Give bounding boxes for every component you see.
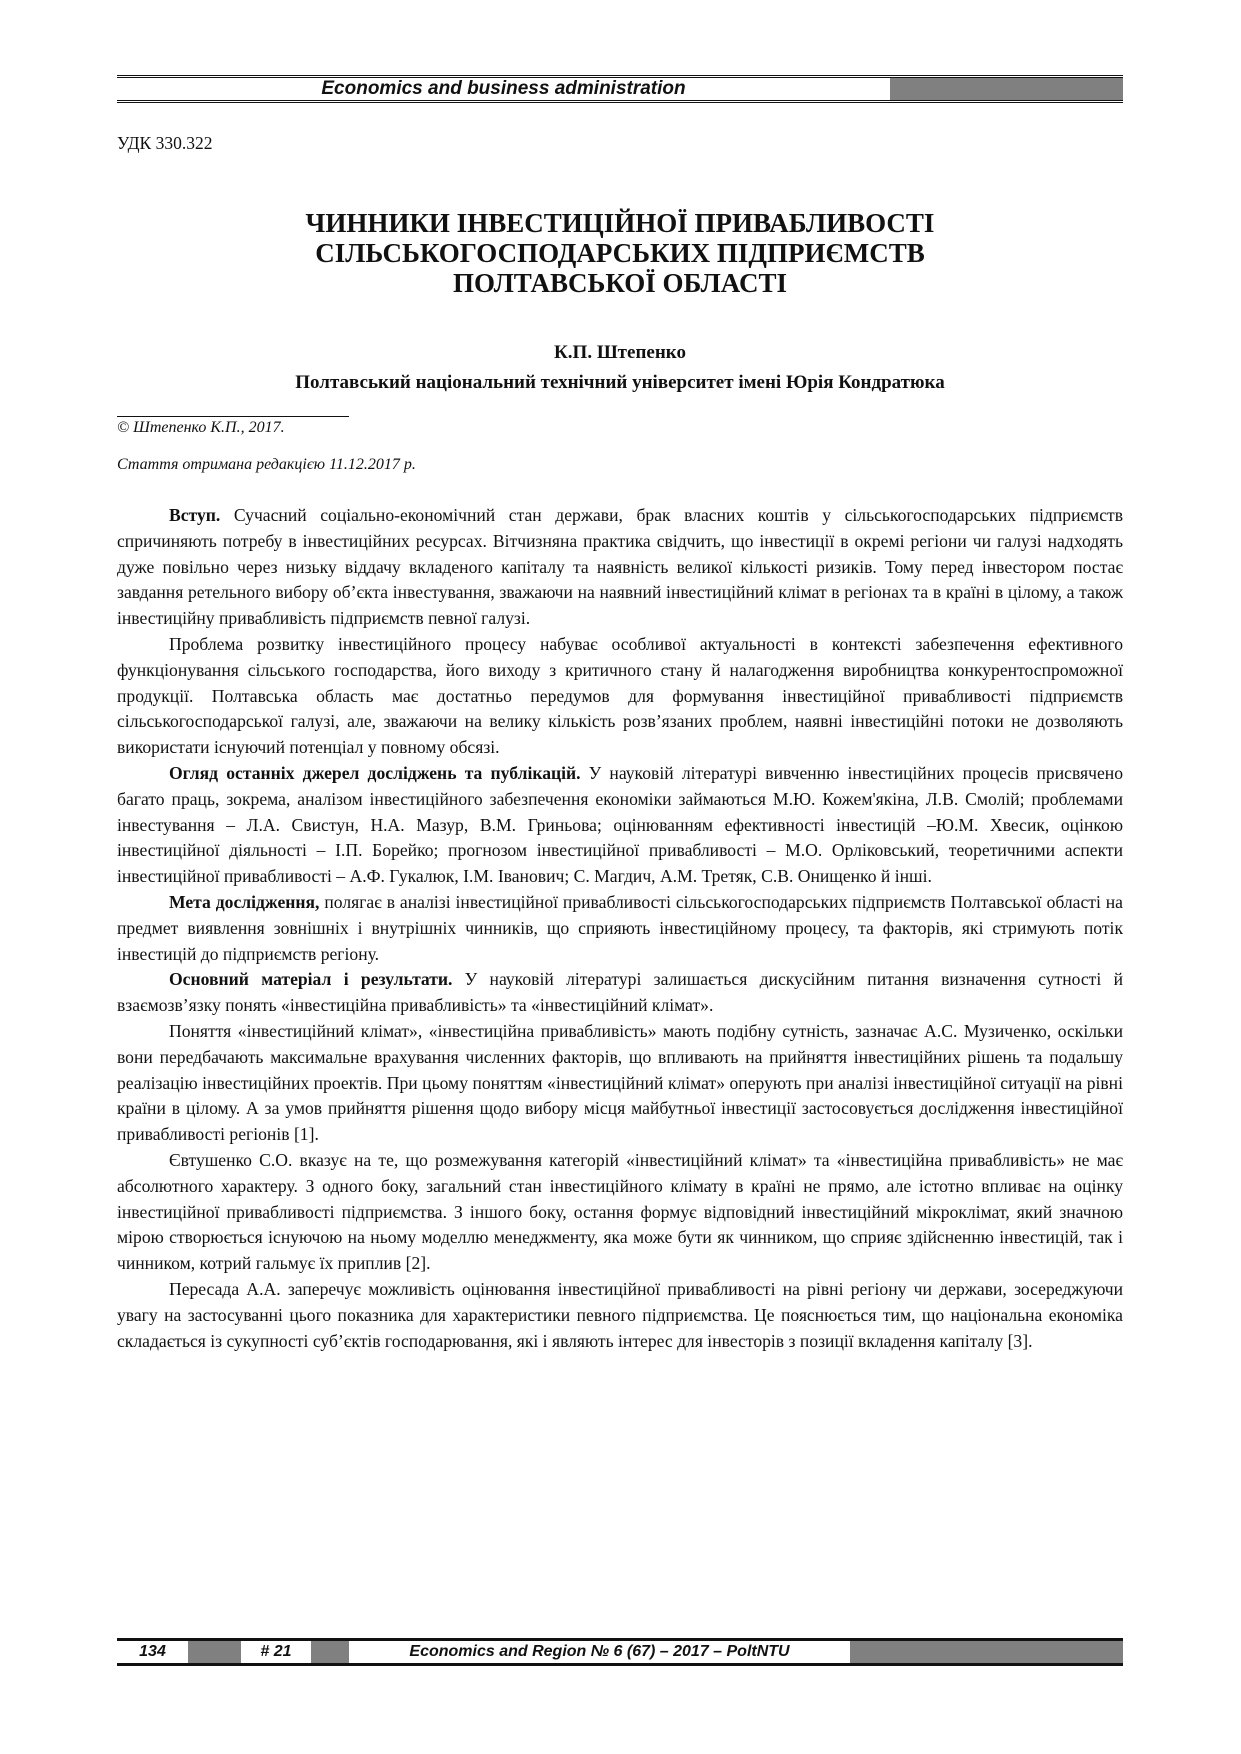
author-name: К.П. Штепенко xyxy=(554,342,686,363)
paragraph-text: Проблема розвитку інвестиційного процесу набуває особливої актуальності в контексті забезпечення ефективного функціонування сільського господарства, його виходу з критичного стану й налагодження виробництва конкурентоспроможної продукції. Полтавська область має достатньо передумов для формування інвестиційної привабливості підприємств сільськогосподарської галузі, але, зважаючи на велику кількість розв’язаних проблем, наявні інвестиційні потоки не дозволяють використати існуючий потенціал у повному обсязі. xyxy=(117,633,1123,758)
paragraph xyxy=(117,1277,1123,1354)
received-date: Стаття отримана редакцією 11.12.2017 р. xyxy=(117,456,416,473)
page-number: 134 xyxy=(139,1643,166,1660)
issue-number: # 21 xyxy=(260,1643,292,1660)
running-footer xyxy=(117,1638,1123,1666)
author-institution: Полтавський національний технічний університет імені Юрія Кондратюка xyxy=(295,372,945,393)
paragraph-main-material xyxy=(117,967,1123,1019)
paragraph-text: У науковій літературі залишається дискусійним питання визначення сутності й взаємозв’язку понять «інвестиційна привабливість» та «інвестиційний клімат». xyxy=(117,969,1124,1016)
footer-grey-block xyxy=(850,1641,1123,1663)
paragraph-text: Сучасний соціально-економічний стан держави, брак власних коштів у сільськогосподарських підприємств спричиняють потребу в інвестиційних ресурсах. Вітчизняна практика свідчить, що інвестиції в окремі регіони чи галузі надходять дуже повільно через низьку віддачу вкладеного капіталу та наявність великої кількості ризиків. Тому перед інвестором постає завдання ретельного вибору об’єкта інвестування, зважаючи на наявний інвестиційний клімат в регіонах та в країні в цілому, а також інвестиційну привабливість підприємств певної галузі. xyxy=(117,505,1123,629)
running-header-title: Economics and business administration xyxy=(321,78,686,99)
title-line-1: ЧИННИКИ ІНВЕСТИЦІЙНОЇ ПРИВАБЛИВОСТІ xyxy=(305,208,935,238)
paragraph xyxy=(117,632,1123,761)
paragraph-literature-review xyxy=(117,761,1123,890)
paragraph-text: Поняття «інвестиційний клімат», «інвестиційна привабливість» мають подібну сутність, зазначає А.С. Музиченко, оскільки вони передбачають максимальне врахування численних факторів, що впливають на прийняття інвестиційних рішень та подальшу реалізацію інвестиційних проектів. При цьому поняттям «інвестиційний клімат» оперують при аналізі інвестиційної ситуації на рівні країни в цілому. А за умов прийняття рішення щодо вибору місця майбутньої інвестиції застосовується дослідження інвестиційної привабливості регіонів [1]. xyxy=(117,1020,1123,1145)
footer-grey-block xyxy=(188,1641,241,1663)
udc-code: УДК 330.322 xyxy=(117,133,213,153)
paragraph-lead: Основний матеріал і результати. xyxy=(169,969,453,990)
paragraph-text: У науковій літературі вивченню інвестиційних процесів присвячено багато праць, зокрема, аналізом інвестиційного забезпечення економіки займаються М.Ю. Кожем'якіна, Л.В. Смолій; проблемами інвестування – Л.А. Свистун, Н.А. Мазур, В.М. Гриньова; оцінюванням ефективності інвестицій –Ю.М. Хвесик, оцінкою інвестиційної діяльності – І.П. Борейко; прогнозом інвестиційної привабливості – М.О. Орліковський, теоретичними аспекти інвестиційної привабливості – А.Ф. Гукалюк, І.М. Іванович; С. Магдич, А.М. Третяк, С.В. Онищенко й інші. xyxy=(117,762,1123,887)
paragraph-lead: Вступ. xyxy=(169,505,221,525)
paragraph xyxy=(117,1148,1123,1277)
article-title xyxy=(117,208,1123,298)
footer-grey-block xyxy=(311,1641,349,1663)
running-header xyxy=(117,75,1123,103)
paragraph-lead: Огляд останніх джерел досліджень та публікацій. xyxy=(169,762,581,783)
paragraph-introduction xyxy=(117,503,1123,632)
journal-info: Economics and Region № 6 (67) – 2017 – PoltNTU xyxy=(409,1643,790,1660)
footnote-divider xyxy=(117,416,349,417)
title-line-2: СІЛЬСЬКОГОСПОДАРСЬКИХ ПІДПРИЄМСТВ xyxy=(315,238,925,268)
running-header-grey-block xyxy=(890,78,1123,100)
paragraph-research-aim xyxy=(117,890,1123,967)
paragraph-text: полягає в аналізі інвестиційної привабливості сільськогосподарських підприємств Полтавської області на предмет виявлення зовнішніх і внутрішніх чинників, що сприяють інвестиційному процесу, та факторів, які стримують потік інвестицій до підприємств регіону. xyxy=(117,891,1123,964)
title-line-3: ПОЛТАВСЬКОЇ ОБЛАСТІ xyxy=(453,268,787,298)
paragraph-text: Євтушенко С.О. вказує на те, що розмежування категорій «інвестиційний клімат» та «інвестиційна привабливість» не має абсолютного характеру. З одного боку, загальний стан інвестиційного клімату в країні не прямо, але істотно впливає на оцінку інвестиційної привабливості підприємства. З іншого боку, остання формує відповідний інвестиційний мікроклімат, який значною мірою створюється існуючою на ньому моделлю менеджменту, яка може бути як чинником, що сприяє здійсненню інвестицій, так і чинником, котрий гальмує їх приплив [2]. xyxy=(117,1149,1123,1274)
paragraph-text: Пересада А.А. заперечує можливість оцінювання інвестиційної привабливості на рівні регіону чи держави, зосереджуючи увагу на застосуванні цього показника для характеристики певного підприємства. Це пояснюється тим, що національна економіка складається із сукупності суб’єктів господарювання, які і являють інтерес для інвесторів з позиції вкладення капіталу [3]. xyxy=(117,1278,1123,1351)
paragraph-lead: Мета дослідження, xyxy=(169,891,320,912)
copyright-note: © Штепенко К.П., 2017. xyxy=(117,419,285,436)
article-body xyxy=(117,503,1123,1354)
paragraph xyxy=(117,1019,1123,1148)
